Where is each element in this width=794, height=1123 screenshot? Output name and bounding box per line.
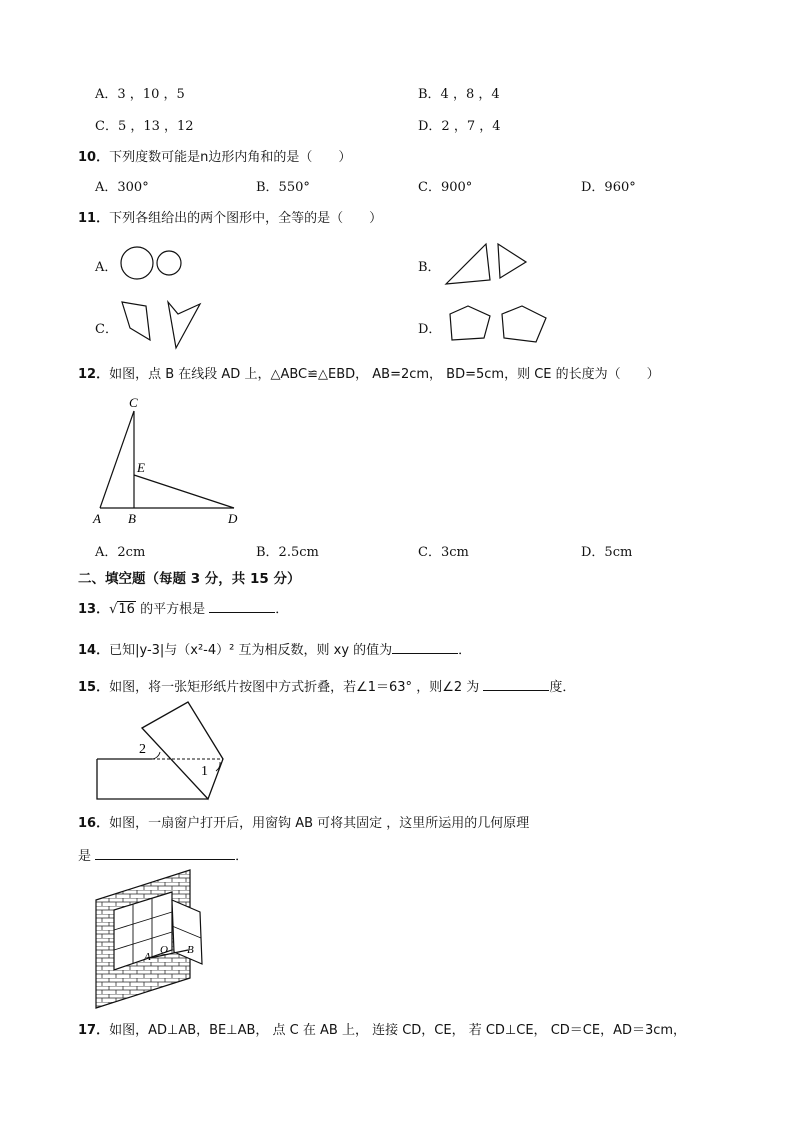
question-number: 15． [78,680,110,695]
q9-option-b: B．4 ，8 ，4 [418,87,500,102]
q12-option-d: D．5cm [581,545,633,560]
label-a: A [93,511,101,526]
label-d: D [228,511,238,526]
question-text: 的平方根是 [135,602,210,617]
question-16 [78,812,529,831]
question-14 [78,639,471,658]
q10-option-b: B．550° [256,180,310,195]
segment-ed [134,475,234,508]
question-12 [78,363,660,382]
question-text: 如图，将一张矩形纸片按图中方式折叠，若∠1＝63° ，则∠2 为 [109,680,484,695]
q12-option-a: A．2cm [95,545,146,560]
label-e: E [137,460,145,475]
question-text: 下列度数可能是n边形内角和的是（ ） [109,150,352,165]
q12-option-b: B．2.5cm [256,545,319,560]
q15-folded-paper-figure [90,700,235,804]
question-17 [78,1019,686,1038]
question-number: 16． [78,816,110,831]
answer-blank[interactable] [392,641,458,654]
question-11 [78,207,382,226]
q12-option-c: C．3cm [418,545,469,560]
question-text: 如图，点 B 在线段 AD 上，△ABC≌△EBD， AB=2cm， BD=5cm，则 CE 的长度为（ ） [109,367,660,382]
q11-option-a: A． [95,260,118,275]
question-number: 12． [78,367,110,382]
question-text: 如图，AD⊥AB，BE⊥AB， 点 C 在 AB 上， 连接 CD，CE， 若 CD⊥CE， CD＝CE，AD＝3cm， [109,1023,687,1038]
q11-option-d: D． [418,322,442,337]
question-text: 是 [78,849,96,864]
answer-blank[interactable] [95,847,235,860]
q11-figure-d-pentagons [440,300,552,348]
question-number: 13． [78,602,110,617]
q10-option-d: D．960° [581,180,636,195]
question-number: 10． [78,150,110,165]
q11-figure-b-triangles [440,238,532,288]
question-end: 度． [549,680,576,695]
section-fill-in-title: 二、填空题（每题 3 分，共 15 分） [78,571,301,587]
question-13 [78,598,288,617]
question-end: ． [458,643,472,658]
label-b: B [187,944,194,956]
angle-1-label: 1 [201,764,208,779]
q10-option-c: C．900° [418,180,473,195]
question-number: 11． [78,211,110,226]
answer-blank[interactable] [483,678,549,691]
sqrt-expression: √16 [109,602,135,617]
q12-triangle-figure [88,393,248,531]
question-text: 如图，一扇窗户打开后，用窗钩 AB 可将其固定 ，这里所运用的几何原理 [109,816,530,831]
q11-option-b: B． [418,260,441,275]
question-number: 14． [78,643,110,658]
q11-option-c: C． [95,322,118,337]
q11-figure-a-circles [118,244,188,284]
q10-option-a: A．300° [95,180,149,195]
label-c: C [129,395,138,410]
question-16-line2 [78,845,248,864]
q9-option-d: D．2 ，7 ，4 [418,119,501,134]
segment-ac [100,411,134,508]
sqrt-radicand: 16 [118,602,135,617]
question-end: ． [275,602,289,617]
question-end: ． [235,849,249,864]
label-o: O [160,944,168,956]
question-text: 下列各组给出的两个图形中，全等的是（ ） [109,211,383,226]
angle-2-label: 2 [139,742,146,757]
question-number: 17． [78,1023,110,1038]
question-15 [78,676,575,695]
question-10 [78,146,351,165]
q16-window-figure [92,866,208,1012]
q11-figure-c-quadrilaterals [116,296,208,354]
q9-option-c: C．5 ，13 ，12 [95,119,194,134]
label-a: A [144,951,151,963]
q9-option-a: A．3 ，10 ，5 [95,87,185,102]
label-b: B [128,511,136,526]
answer-blank[interactable] [209,600,275,613]
question-text: 已知|y-3|与（x²-4）² 互为相反数，则 xy 的值为 [109,643,393,658]
